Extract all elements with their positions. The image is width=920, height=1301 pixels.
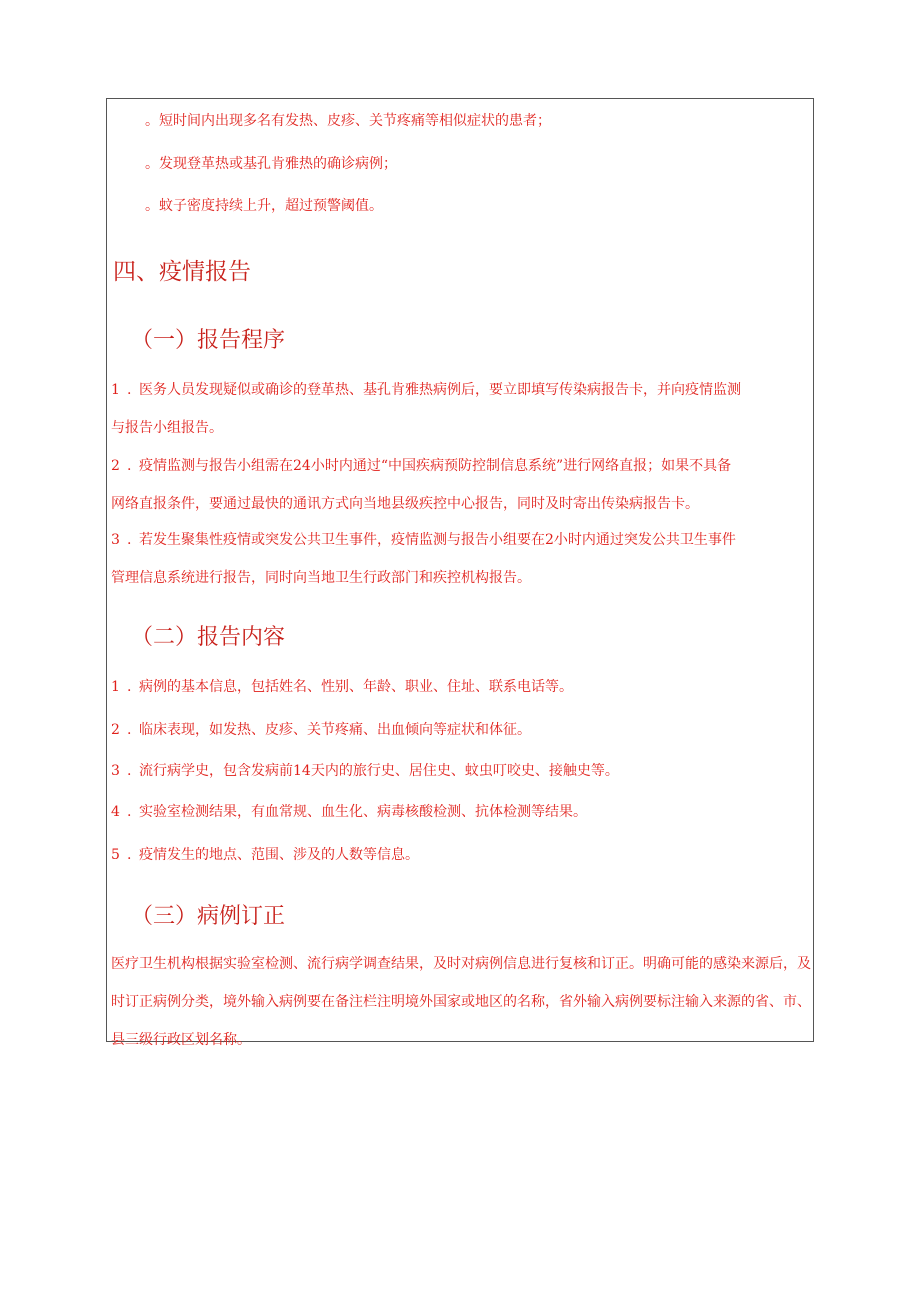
item-number: 3 [111, 532, 120, 548]
item-number: 2 [111, 722, 120, 738]
item-text: 疫情发生的地点、范围、涉及的人数等信息。 [139, 847, 419, 863]
item-text: 实验室检测结果，有血常规、血生化、病毒核酸检测、抗体检测等结果。 [139, 804, 587, 820]
item-text: 流行病学史，包含发病前14天内的旅行史、居住史、蚊虫叮咬史、接触史等。 [139, 763, 619, 779]
item-text: 临床表现，如发热、皮疹、关节疼痛、出血倾向等症状和体征。 [139, 722, 531, 738]
content-item: 1 . 病例的基本信息，包括姓名、性别、年龄、职业、住址、联系电话等。 [111, 668, 811, 706]
warning-item: 。短时间内出现多名有发热、皮疹、关节疼痛等相似症状的患者； [145, 113, 551, 129]
subsection-title-procedure: （一）报告程序 [131, 328, 286, 353]
procedure-item: 2 . 疫情监测与报告小组需在24小时内通过“中国疾病预防控制信息系统”进行网络直报；如果不具备 网络直报条件，要通过最快的通讯方式向当地县级疾控中心报告，同时及时寄出传染病报告卡。 [111, 447, 811, 523]
item-text-continued: 网络直报条件，要通过最快的通讯方式向当地县级疾控中心报告，同时及时寄出传染病报告卡。 [111, 496, 699, 512]
item-number: 3 [111, 763, 120, 779]
item-number: 2 [111, 458, 120, 474]
item-text-continued: 管理信息系统进行报告，同时向当地卫生行政部门和疾控机构报告。 [111, 570, 531, 586]
document-frame [106, 98, 814, 1048]
warning-item: 。蚊子密度持续上升，超过预警阈值。 [145, 198, 383, 214]
item-text-continued: 与报告小组报告。 [111, 420, 223, 436]
procedure-item: 3 . 若发生聚集性疫情或突发公共卫生事件，疫情监测与报告小组要在2小时内通过突发公共卫生事件 管理信息系统进行报告，同时向当地卫生行政部门和疾控机构报告。 [111, 521, 811, 597]
content-item: 4 . 实验室检测结果，有血常规、血生化、病毒核酸检测、抗体检测等结果。 [111, 793, 811, 831]
item-number: 1 [111, 382, 120, 398]
item-text: 疫情监测与报告小组需在24小时内通过“中国疾病预防控制信息系统”进行网络直报；如果不具备 [139, 458, 732, 474]
item-number: 4 [111, 804, 120, 820]
item-text: 若发生聚集性疫情或突发公共卫生事件，疫情监测与报告小组要在2小时内通过突发公共卫生事件 [139, 532, 736, 548]
section-title-report: 四、疫情报告 [113, 259, 251, 285]
item-number: 5 [111, 847, 120, 863]
item-text: 医务人员发现疑似或确诊的登革热、基孔肯雅热病例后，要立即填写传染病报告卡，并向疫情监测 [139, 382, 741, 398]
content-item: 5 . 疫情发生的地点、范围、涉及的人数等信息。 [111, 836, 811, 874]
item-text: 病例的基本信息，包括姓名、性别、年龄、职业、住址、联系电话等。 [139, 679, 573, 695]
subsection-title-content: （二）报告内容 [131, 625, 286, 650]
subsection-title-correction: （三）病例订正 [131, 904, 286, 929]
procedure-item: 1 . 医务人员发现疑似或确诊的登革热、基孔肯雅热病例后，要立即填写传染病报告卡，并向疫情监测 与报告小组报告。 [111, 371, 811, 447]
warning-item: 。发现登革热或基孔肯雅热的确诊病例； [145, 156, 397, 172]
item-number: 1 [111, 679, 120, 695]
content-item: 2 . 临床表现，如发热、皮疹、关节疼痛、出血倾向等症状和体征。 [111, 711, 811, 749]
content-item: 3 . 流行病学史，包含发病前14天内的旅行史、居住史、蚊虫叮咬史、接触史等。 [111, 752, 811, 790]
correction-paragraph: 医疗卫生机构根据实验室检测、流行病学调查结果，及时对病例信息进行复核和订正。明确可能的感染来源后，及时订正病例分类，境外输入病例要在备注栏注明境外国家或地区的名称，省外输入病例要标注输入来源的省、市、县三级行政区划名称。 [111, 956, 811, 1048]
